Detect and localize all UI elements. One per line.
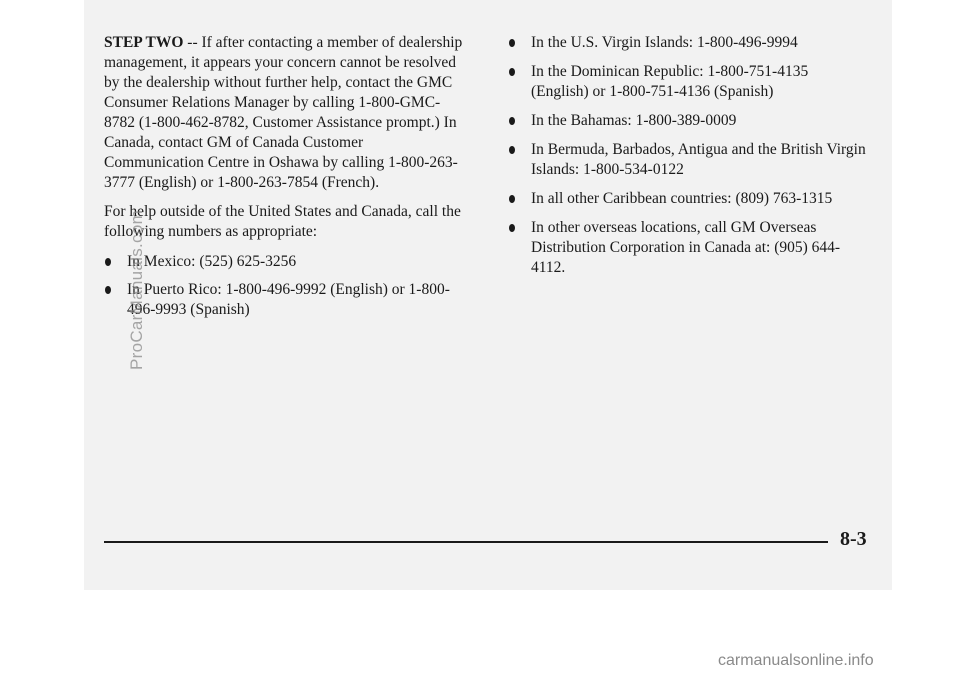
list-item-text: In Puerto Rico: 1-800-496-9992 (English) or 1-800-496-9993 (Spanish)	[127, 281, 450, 318]
list-item	[508, 140, 868, 180]
bullet-icon	[509, 195, 515, 203]
step-two-paragraph	[104, 33, 464, 193]
bullet-icon	[105, 286, 111, 294]
list-item-text: In the U.S. Virgin Islands: 1-800-496-9994	[531, 34, 798, 51]
list-item	[508, 218, 868, 278]
list-item-text: In all other Caribbean countries: (809) 763-1315	[531, 190, 833, 207]
watermark-footer: carmanualsonline.info	[718, 652, 874, 669]
list-item-text: In Bermuda, Barbados, Antigua and the British Virgin Islands: 1-800-534-0122	[531, 141, 866, 178]
list-item-text: In the Dominican Republic: 1-800-751-4135 (English) or 1-800-751-4136 (Spanish)	[531, 63, 809, 100]
left-bullet-list	[104, 252, 464, 320]
list-item-text: In other overseas locations, call GM Overseas Distribution Corporation in Canada at: (905) 644-4112.	[531, 219, 841, 276]
footer-rule	[104, 541, 828, 543]
bullet-icon	[105, 258, 111, 266]
watermark-vertical: ProCarManuals.com	[127, 209, 146, 370]
list-item	[104, 252, 464, 272]
bullet-icon	[509, 39, 515, 47]
right-bullet-list	[508, 33, 868, 278]
bullet-icon	[509, 224, 515, 232]
list-item-text: In Mexico: (525) 625-3256	[127, 253, 297, 270]
right-column	[508, 33, 868, 287]
step-two-separator: --	[183, 34, 202, 51]
step-two-heading: STEP TWO	[104, 34, 184, 51]
list-item-text: In the Bahamas: 1-800-389-0009	[531, 112, 737, 129]
international-intro: For help outside of the United States and Canada, call the following numbers as appropriate:	[104, 203, 461, 240]
bullet-icon	[509, 146, 515, 154]
left-column	[104, 33, 464, 328]
list-item	[508, 33, 868, 53]
list-item	[508, 111, 868, 131]
page-number: 8-3	[840, 528, 867, 550]
list-item	[508, 189, 868, 209]
list-item	[104, 280, 464, 320]
bullet-icon	[509, 117, 515, 125]
list-item	[508, 62, 868, 102]
step-two-body: If after contacting a member of dealership management, it appears your concern cannot be resolved by the dealership without further help, contact the GMC Consumer Relations Manager by calling 1-800-GMC-8782 (1-800-462-8782, Customer Assistance prompt.) In Canada, contact GM of Canada Customer Communication Centre in Oshawa by calling 1-800-263-3777 (English) or 1-800-263-7854 (French).	[104, 34, 463, 191]
bullet-icon	[509, 68, 515, 76]
